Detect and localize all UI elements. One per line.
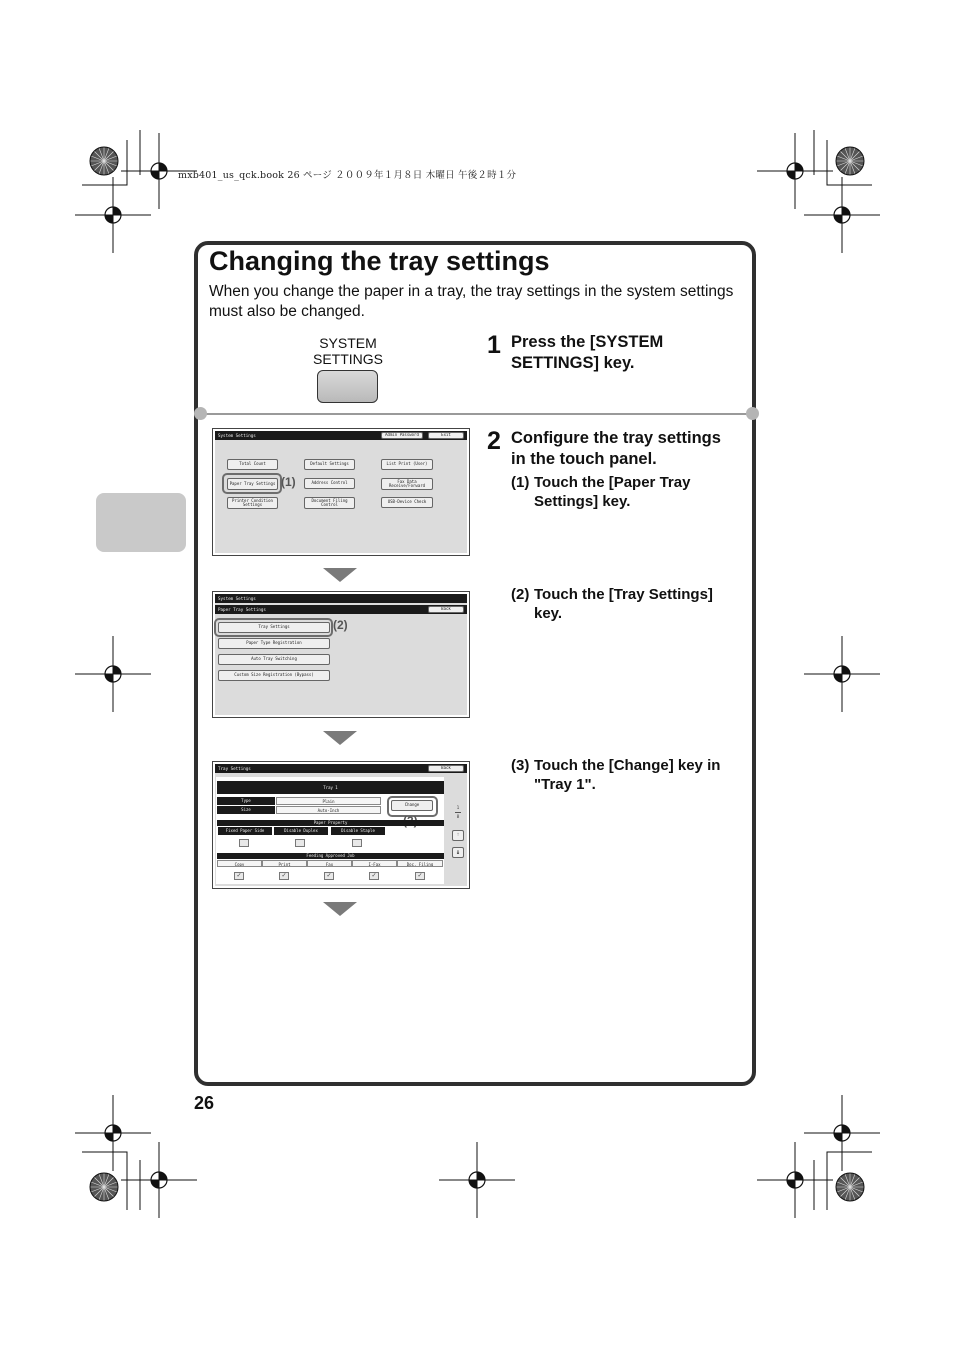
substep-1	[511, 473, 751, 513]
tray-settings-button[interactable]: Tray Settings	[218, 622, 330, 633]
print-checkbox[interactable]: ✓	[279, 872, 289, 880]
divider-dot-right	[746, 407, 759, 420]
disable-duplex-checkbox[interactable]	[295, 839, 305, 847]
property-disable-duplex: Disable Duplex	[274, 827, 328, 835]
paper-tray-settings-button[interactable]: Paper Tray Settings	[227, 478, 278, 490]
job-print: Print	[262, 860, 307, 867]
default-settings-button[interactable]: Default Settings	[304, 459, 355, 470]
page-indicator-bottom: 8	[456, 814, 460, 819]
feeding-approved-job-header: Feeding Approved Job	[217, 853, 444, 859]
type-value: Plain	[276, 797, 381, 805]
substep-3	[511, 756, 751, 796]
paper-type-registration-button[interactable]: Paper Type Registration	[218, 638, 330, 649]
tray-header: Tray 1	[217, 781, 444, 794]
step-2-title-line2: in the touch panel.	[511, 450, 657, 468]
key-label-line1: SYSTEM	[319, 335, 377, 351]
property-disable-staple: Disable Staple	[331, 827, 385, 835]
substep-1-line1: Touch the [Paper Tray	[534, 474, 691, 491]
down-arrow-1	[323, 568, 357, 582]
page-down-button[interactable]: ↓	[452, 847, 464, 858]
divider-dot-left	[194, 407, 207, 420]
substep-3-number: (3)	[511, 757, 530, 774]
step-1-number: 1	[487, 331, 501, 359]
file-header: mxb401_us_qck.book 26 ページ ２００９年１月８日 木曜日 午後２時１分	[178, 170, 517, 181]
substep-2-text	[534, 585, 713, 623]
step-2-title	[511, 428, 721, 470]
intro-text: When you change the paper in a tray, the tray settings in the system settings must also be changed.	[209, 283, 734, 320]
system-settings-key	[317, 370, 378, 403]
copy-checkbox[interactable]: ✓	[234, 872, 244, 880]
page-up-button[interactable]: ↑	[452, 830, 464, 841]
step-1-title-line2: SETTINGS] key.	[511, 354, 635, 372]
substep-1-line2: Settings] key.	[534, 493, 631, 510]
change-button[interactable]: Change	[391, 800, 433, 811]
auto-tray-switching-button[interactable]: Auto Tray Switching	[218, 654, 330, 665]
down-arrow-3	[323, 902, 357, 916]
substep-3-text	[534, 756, 720, 794]
screen-3-title-bar: Tray Settings	[215, 764, 467, 773]
size-value: Auto-Inch	[276, 806, 381, 814]
highlight-1	[222, 473, 282, 494]
size-label: Size	[217, 806, 275, 814]
page-title: Changing the tray settings	[209, 246, 550, 276]
job-fax: Fax	[307, 860, 352, 867]
paper-property-header: Paper Property	[217, 820, 444, 826]
substep-2-line1: Touch the [Tray Settings]	[534, 586, 713, 603]
step-2-title-line1: Configure the tray settings	[511, 429, 721, 447]
custom-size-registration-button[interactable]: Custom Size Registration (Bypass)	[218, 670, 330, 681]
exit-button[interactable]: Exit	[428, 432, 464, 439]
job-copy: Copy	[217, 860, 262, 867]
screen-system-settings	[212, 428, 470, 556]
document-filing-button[interactable]: Document Filing Control	[304, 497, 355, 509]
page-indicator-top: 1	[456, 805, 460, 810]
fax-data-receive-button[interactable]: Fax Data Receive/Forward	[381, 478, 433, 490]
printer-condition-button[interactable]: Printer Condition Settings	[227, 497, 278, 509]
substep-2-line2: key.	[534, 605, 563, 622]
doc-filing-checkbox[interactable]: ✓	[415, 872, 425, 880]
back-button[interactable]: Back	[428, 606, 464, 613]
substep-3-line1: Touch the [Change] key in	[534, 757, 721, 774]
highlight-2	[214, 618, 333, 637]
substep-2-number: (2)	[511, 586, 530, 603]
address-control-button[interactable]: Address Control	[304, 478, 355, 489]
screen-2-title-bar: System Settings	[215, 594, 467, 603]
callout-2: (2)	[333, 618, 348, 632]
substep-1-text	[534, 473, 690, 511]
disable-staple-checkbox[interactable]	[352, 839, 362, 847]
substep-2	[511, 585, 751, 625]
list-print-button[interactable]: List Print (User)	[381, 459, 433, 470]
screen-tray-settings	[212, 761, 470, 889]
screen-paper-tray-settings	[212, 591, 470, 718]
type-label: Type	[217, 797, 275, 805]
fixed-paper-side-checkbox[interactable]	[239, 839, 249, 847]
usb-device-check-button[interactable]: USB-Device Check	[381, 497, 433, 508]
admin-password-button[interactable]: Admin Password	[381, 432, 423, 439]
system-settings-key-label	[300, 335, 396, 367]
step-1-title-line1: Press the [SYSTEM	[511, 333, 664, 351]
back-button[interactable]: Back	[428, 765, 464, 772]
job-doc-filing: Doc. Filing	[397, 860, 443, 867]
step-1-title	[511, 332, 663, 374]
key-label-line2: SETTINGS	[312, 351, 383, 367]
section-divider	[200, 413, 752, 415]
total-count-button[interactable]: Total Count	[227, 459, 278, 470]
page-number: 26	[194, 1093, 215, 1113]
down-arrow-2	[323, 731, 357, 745]
substep-1-number: (1)	[511, 474, 530, 491]
callout-1: (1)	[281, 475, 296, 489]
screen-1-title-bar: System Settings	[215, 431, 467, 440]
side-tab	[96, 493, 186, 552]
step-2-number: 2	[487, 427, 501, 455]
fax-checkbox[interactable]: ✓	[324, 872, 334, 880]
job-ifax: I-Fax	[352, 860, 397, 867]
substep-3-line2: "Tray 1".	[534, 776, 596, 793]
ifax-checkbox[interactable]: ✓	[369, 872, 379, 880]
property-fixed-paper-side: Fixed Paper Side	[218, 827, 272, 835]
screen-2-subtitle-bar: Paper Tray Settings	[215, 605, 467, 614]
